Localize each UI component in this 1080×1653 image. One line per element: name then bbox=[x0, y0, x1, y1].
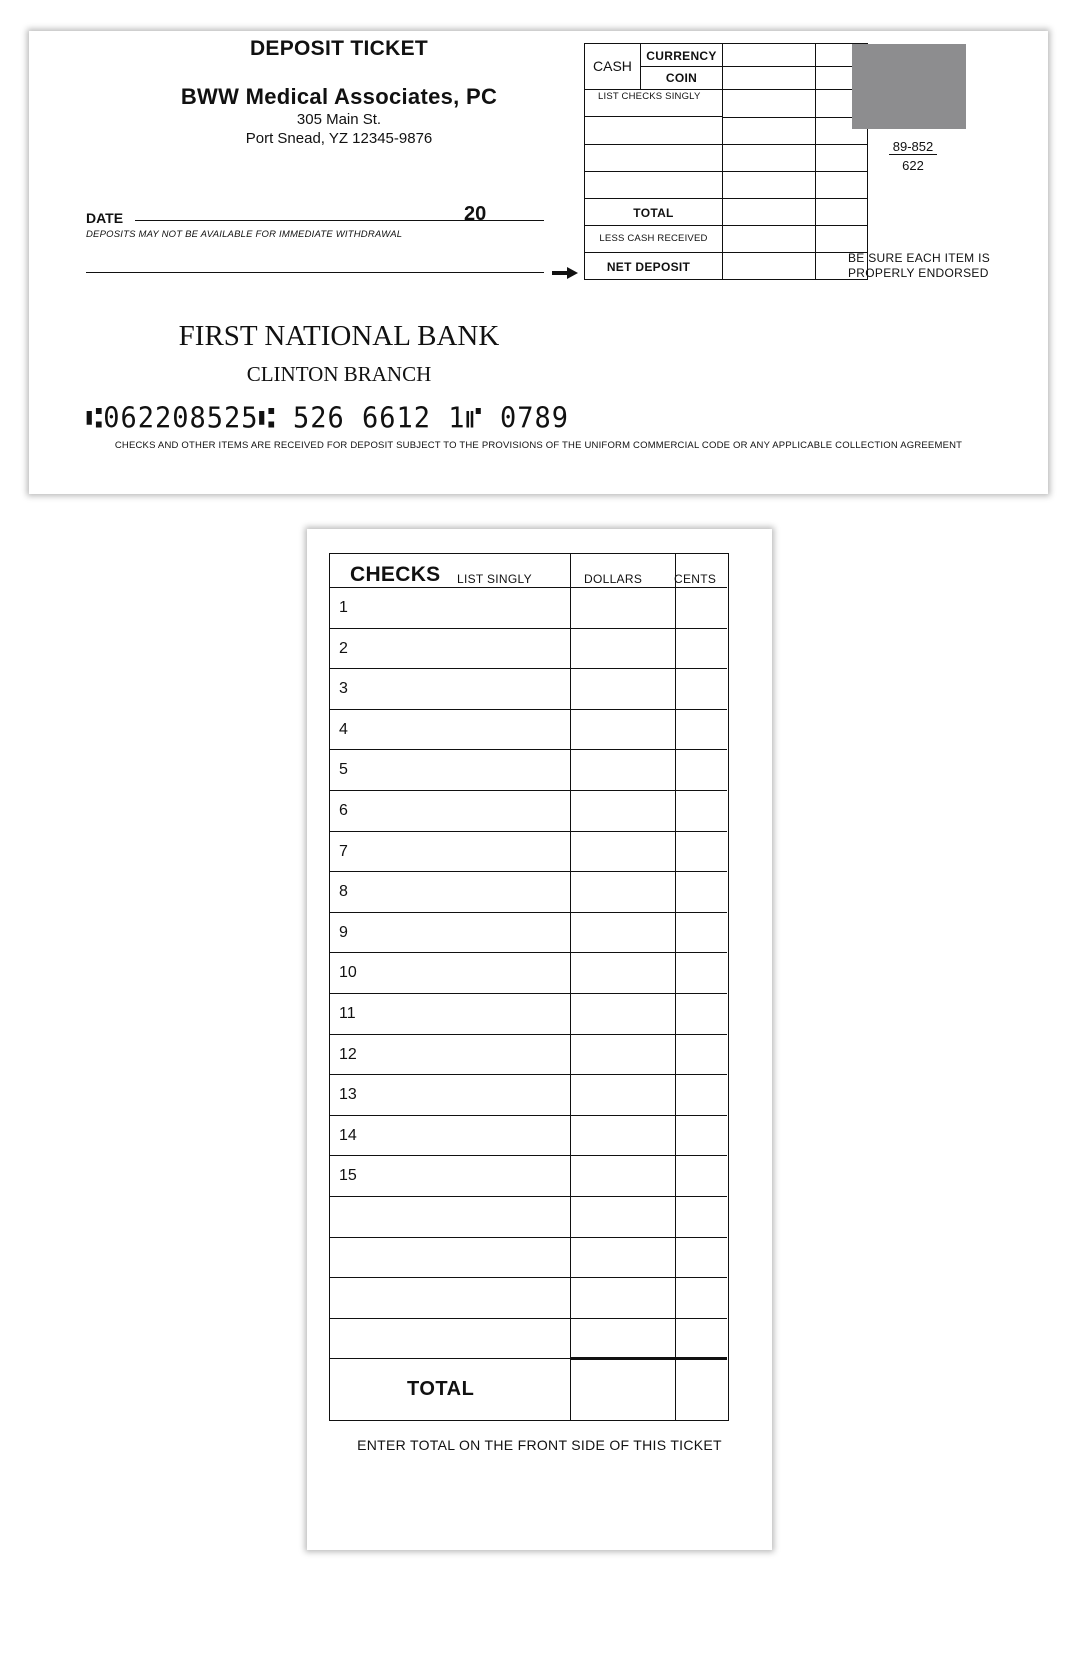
check-row[interactable] bbox=[330, 709, 727, 750]
check-row[interactable] bbox=[330, 1034, 727, 1075]
security-stamp-box bbox=[852, 44, 966, 129]
check-row[interactable] bbox=[330, 993, 727, 1034]
company-name: BWW Medical Associates, PC bbox=[180, 84, 498, 109]
bank-name: FIRST NATIONAL BANK bbox=[178, 320, 500, 352]
year-field[interactable] bbox=[492, 220, 544, 221]
check-row[interactable] bbox=[330, 912, 727, 953]
coin-dollars-field[interactable] bbox=[723, 67, 815, 89]
currency-label: CURRENCY bbox=[646, 49, 717, 63]
ticket-title: DEPOSIT TICKET bbox=[249, 37, 429, 60]
checks-header: CHECKS bbox=[350, 563, 441, 586]
deposit-amount-table bbox=[584, 43, 868, 280]
check-row-number: 5 bbox=[339, 761, 348, 779]
address-line-2: Port Snead, YZ 12345-9876 bbox=[245, 130, 433, 147]
coin-label: COIN bbox=[665, 71, 698, 85]
checks-table bbox=[329, 553, 729, 1421]
address-line-1: 305 Main St. bbox=[296, 111, 382, 128]
cash-label: CASH bbox=[593, 58, 632, 74]
back-footer-note: ENTER TOTAL ON THE FRONT SIDE OF THIS TICKET bbox=[357, 1437, 722, 1453]
list-singly-label: LIST SINGLY bbox=[457, 572, 532, 586]
year-prefix: 20 bbox=[464, 203, 487, 225]
back-total-label: TOTAL bbox=[407, 1378, 475, 1400]
check-row-number: 9 bbox=[339, 923, 348, 941]
check-row[interactable] bbox=[330, 1237, 727, 1278]
check-row-number: 3 bbox=[339, 680, 348, 698]
check-row-number: 10 bbox=[339, 964, 357, 982]
check-row-number: 4 bbox=[339, 720, 348, 738]
endorse-line-2: PROPERLY ENDORSED bbox=[848, 266, 989, 280]
check-row[interactable] bbox=[330, 871, 727, 912]
less-cash-label: LESS CASH RECEIVED bbox=[599, 233, 708, 244]
check-row-number: 15 bbox=[339, 1167, 357, 1185]
net-deposit-dollars-field[interactable] bbox=[723, 253, 815, 279]
dollars-header: DOLLARS bbox=[584, 572, 643, 586]
deposit-ticket-front bbox=[29, 31, 1048, 494]
check-row-number: 12 bbox=[339, 1045, 357, 1063]
check-row[interactable] bbox=[330, 831, 727, 872]
deposit-ticket-back bbox=[307, 529, 772, 1550]
list-checks-label: LIST CHECKS SINGLY bbox=[598, 91, 701, 102]
check-row[interactable] bbox=[330, 1277, 727, 1318]
endorse-note bbox=[848, 251, 990, 281]
check-row-number: 6 bbox=[339, 802, 348, 819]
micr-line: ⑆062208525⑆ 526 6612 1⑈ 0789 bbox=[86, 402, 569, 435]
check-row-number: 7 bbox=[339, 842, 348, 860]
check-row[interactable] bbox=[330, 1074, 727, 1115]
total-cents-field[interactable] bbox=[676, 1360, 727, 1420]
total-dollars-field[interactable] bbox=[571, 1360, 675, 1420]
check-row[interactable] bbox=[330, 668, 727, 709]
cents-header: CENTS bbox=[674, 572, 717, 586]
check-row[interactable] bbox=[330, 628, 727, 669]
bank-branch: CLINTON BRANCH bbox=[246, 362, 432, 386]
less-cash-dollars-field[interactable] bbox=[723, 226, 815, 252]
check-row-number: 11 bbox=[339, 1005, 356, 1022]
arrow-right-icon bbox=[552, 267, 578, 279]
date-label: DATE bbox=[86, 210, 124, 226]
check-row[interactable] bbox=[330, 749, 727, 790]
check-row[interactable] bbox=[330, 1318, 727, 1359]
check-row-number: 13 bbox=[339, 1086, 357, 1104]
endorse-line-1: BE SURE EACH ITEM IS bbox=[848, 251, 991, 265]
check-row[interactable] bbox=[330, 952, 727, 993]
date-field[interactable] bbox=[135, 220, 496, 221]
signature-line[interactable] bbox=[86, 272, 544, 273]
net-deposit-label: NET DEPOSIT bbox=[606, 260, 691, 274]
check-row-number: 2 bbox=[339, 639, 348, 657]
check-row-number: 8 bbox=[339, 883, 348, 901]
currency-dollars-field[interactable] bbox=[723, 44, 815, 66]
check-row[interactable] bbox=[330, 1196, 727, 1237]
total-label: TOTAL bbox=[633, 206, 674, 220]
check-row[interactable] bbox=[330, 1155, 727, 1196]
check-row-number: 14 bbox=[339, 1126, 357, 1144]
check-row[interactable] bbox=[330, 1115, 727, 1156]
check-row[interactable] bbox=[330, 587, 727, 628]
deposit-disclaimer: CHECKS AND OTHER ITEMS ARE RECEIVED FOR DEPOSIT SUBJECT TO THE PROVISIONS OF THE UNIFORM COMMERCIAL CODE OR ANY APPLICABLE COLLECTION AGREEMENT bbox=[114, 440, 963, 451]
check-row-number: 1 bbox=[339, 599, 348, 616]
check-row[interactable] bbox=[330, 790, 727, 831]
routing-fraction-top: 89-852 bbox=[889, 139, 937, 155]
routing-fraction-bottom: 622 bbox=[902, 158, 924, 173]
availability-note: DEPOSITS MAY NOT BE AVAILABLE FOR IMMEDIATE WITHDRAWAL bbox=[86, 229, 403, 240]
